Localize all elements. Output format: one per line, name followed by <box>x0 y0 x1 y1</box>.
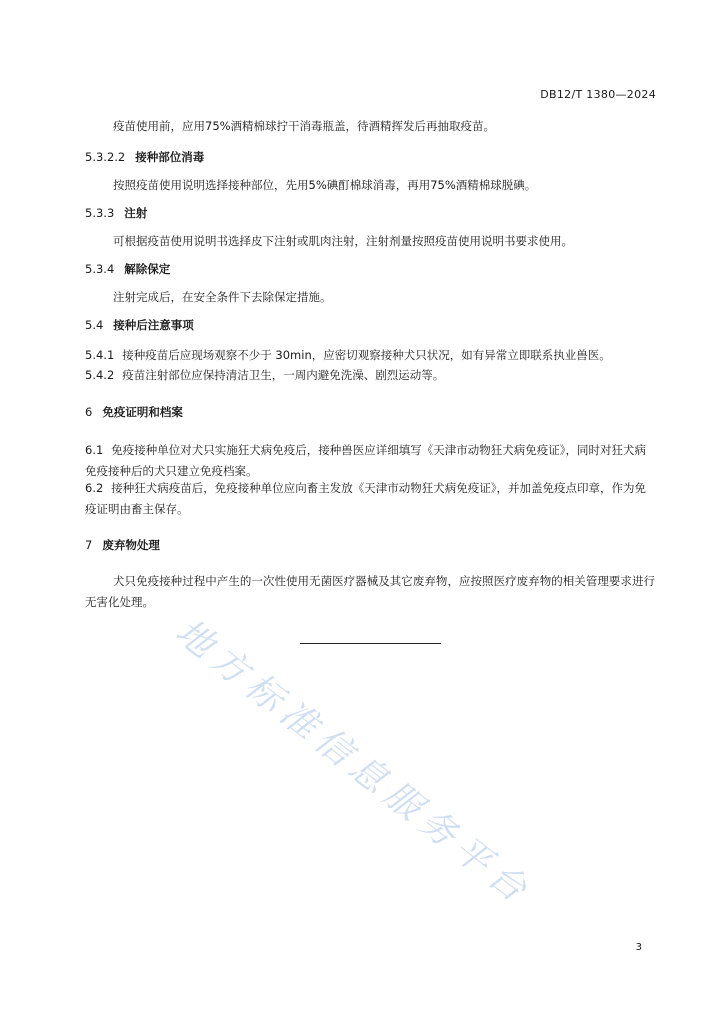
paragraph-site-disinfection: 按照疫苗使用说明选择接种部位，先用5%碘酊棉球消毒，再用75%酒精棉球脱碘。 <box>113 178 537 192</box>
list-item <box>85 345 655 366</box>
list-item <box>85 440 655 482</box>
heading-number: 5.3.2.2 <box>85 150 126 164</box>
item-text: 免疫接种单位对犬只实施狂犬病免疫后，接种兽医应详细填写《天津市动物狂犬病免疫证》，同时对狂犬病免疫接种后的犬只建立免疫档案。 <box>85 443 647 478</box>
paragraph-injection: 可根据疫苗使用说明书选择皮下注射或肌肉注射，注射剂量按照疫苗使用说明书要求使用。 <box>113 234 573 248</box>
heading-title: 废弃物处理 <box>102 538 160 552</box>
page-number: 3 <box>635 942 642 953</box>
heading-5-3-4 <box>85 259 170 280</box>
heading-title: 解除保定 <box>124 262 171 276</box>
item-number: 6.1 <box>85 443 104 457</box>
item-number: 6.2 <box>85 481 104 495</box>
heading-number: 6 <box>85 405 93 419</box>
heading-7 <box>85 535 160 556</box>
heading-number: 5.3.4 <box>85 262 115 276</box>
heading-number: 5.3.3 <box>85 206 115 220</box>
item-text: 疫苗注射部位应保持清洁卫生，一周内避免洗澡、剧烈运动等。 <box>122 368 445 382</box>
item-number: 5.4.2 <box>85 368 115 382</box>
heading-title: 接种后注意事项 <box>113 318 194 332</box>
heading-title: 注射 <box>124 206 148 220</box>
item-text: 接种疫苗后应现场观察不少于 30min，应密切观察接种犬只状况，如有异常立即联系执业兽医。 <box>122 348 611 362</box>
list-item <box>85 365 655 386</box>
item-text: 接种狂犬病疫苗后，免疫接种单位应向畜主发放《天津市动物狂犬病免疫证》，并加盖免疫点印章，作为免疫证明由畜主保存。 <box>85 481 647 516</box>
heading-6 <box>85 402 183 423</box>
standard-code: DB12/T 1380—2024 <box>540 88 656 101</box>
item-number: 5.4.1 <box>85 348 115 362</box>
paragraph-disinfect-bottle: 疫苗使用前，应用75%酒精棉球拧干消毒瓶盖，待酒精挥发后再抽取疫苗。 <box>113 119 496 133</box>
heading-number: 7 <box>85 538 93 552</box>
paragraph-waste-disposal: 犬只免疫接种过程中产生的一次性使用无菌医疗器械及其它废弃物，应按照医疗废弃物的相关管理要求进行无害化处理。 <box>85 574 655 609</box>
heading-title: 免疫证明和档案 <box>102 405 183 419</box>
heading-5-3-3 <box>85 203 147 224</box>
heading-5-4 <box>85 315 194 336</box>
watermark: 地方标准信息服务平台 <box>167 611 540 915</box>
heading-5-3-2-2 <box>85 147 204 168</box>
paragraph-release-restraint: 注射完成后，在安全条件下去除保定措施。 <box>113 290 332 304</box>
heading-title: 接种部位消毒 <box>135 150 205 164</box>
heading-number: 5.4 <box>85 318 104 332</box>
end-rule <box>300 643 441 644</box>
list-item <box>85 478 655 520</box>
